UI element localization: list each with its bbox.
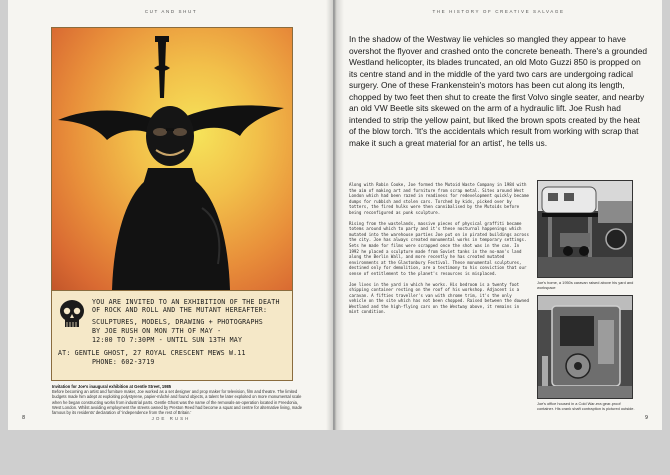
lede-paragraph: In the shadow of the Westway lie vehicles so mangled they appear to have overshot the flyover and crashed onto the concrete beneath. There's a grounded Westland helicopter, its blades truncated, an old Moto Guzzi 850 is propped on its centre stand and in the middle of the yard two cars are undergoing radical surgery. One of these Frankenstein's motors has been cut along its length, chopped by two feet then shut to create the first Volvo single seater, and nearby an old VW Beetle sits skewed on the arm of a hydraulic lift. Joe Rush had intended to strip the yellow paint, but liked the brown spots created by the heat of the blow torch. 'It's the accidentals which result from working with scrap that make it such a great material for an artist', he tells us. [349, 34, 648, 148]
caravan-photo [537, 180, 633, 278]
body-column [349, 182, 531, 320]
caravan-yard-image [538, 181, 633, 278]
office-photo [537, 295, 633, 399]
poster-artwork [52, 28, 292, 290]
page-number-right: 9 [644, 415, 648, 421]
office-container-image [538, 296, 633, 399]
photo-caption-office: Joe's office housed in a Cold War-era gear-proof container. His crank shaft contraption is pictured outside. [537, 401, 635, 411]
body-paragraph: Rising from the wastelands, massive pieces of physical graffiti became totems around which to party and it's these nocturnal happenings which mutated into the warehouse parties Joe put on in pirated buildings across the city. Joe has always created monumental works in temporary settings. Sets he made for films were scrapped once the shot was in the can. In 1992 he placed a sculpture made from Soviet tanks in the no-man's land along the Berlin Wall, and more recently he has created mutated environments at the Glastonbury Festival. These monumental sculptures, destined only for demolition, are a testimony to his conviction that our sense of entitlement to the planet's resources is misplaced. [349, 220, 529, 276]
poster-line: PHONE: 602-3719 [92, 358, 155, 366]
right-page [335, 0, 662, 430]
page-number-left: 8 [22, 415, 26, 421]
book-gutter [326, 0, 344, 430]
poster-line: BY JOE RUSH ON MON 7TH OF MAY - [92, 327, 222, 335]
body-paragraph: Joe lives in the yard in which he works. His bedroom is a twenty foot shipping container resting on the roof of his workshop. Adjacent is a caravan. A fifties traveller's van with chrome trim, it's the only vehicle on the site which has not been chopped. Raised between the downed Westland and the high-flying cars on the Westway above, it remains in mint condition. [349, 281, 529, 315]
poster-line: SCULPTURES, MODELS, DRAWING + PHOTOGRAPHS [92, 318, 263, 326]
poster-line: YOU ARE INVITED TO AN EXHIBITION OF THE DEATH [92, 298, 280, 306]
photo-caption-caravan: Joe's home, a 1950s caravan raised above his yard and workspace [537, 280, 634, 290]
poster-invitation-text [52, 290, 292, 380]
poster-line: AT: GENTLE GHOST, 27 ROYAL CRESCENT MEWS W.11 [58, 349, 246, 357]
exhibition-poster [52, 28, 292, 380]
footer-title: JOE RUSH [151, 416, 191, 421]
running-head-right: THE HISTORY OF CREATIVE SALVAGE [432, 9, 565, 14]
left-page [8, 0, 334, 430]
running-head-left: CUT AND SHUT [144, 9, 198, 14]
body-paragraph: Along with Robin Cooke, Joe formed the Mutoid Waste Company in 1984 with the aim of making art and furniture from scrap metal. Sites around West London which had been razed in readiness for redevelopment quickly became dumps for rubbish and stolen cars. Torched by kids, picked over by totters, the fired hulks were then cannibalised by the Mutoids before being reconfigured as punk sculpture. [349, 182, 529, 215]
silhouette-figure-illustration [52, 28, 292, 290]
poster-caption-text: Before becoming an artist and furniture maker, Joe worked as a set designer and prop maker for television, film and theatre. The limited budgets made him adept at exploiting polystyrene, papier-mâché and found objects, a talent he later exploited on more monumental scale when he began constructing works from industrial parts. Gentle Ghost was the name of the removals-an-operation located in Freedonia, West London. Whilst avoiding employment the streets owned by Preston Reed had become a squat and centre for alternative living, made famous by its residents' declaration of 'independence from the rest of Britain.' [52, 389, 303, 416]
poster-caption-title: Invitation for Joe's inaugural exhibition at Gentle Street, 1985 [52, 384, 172, 389]
poster-caption [52, 384, 302, 415]
poster-line: OF ROCK AND ROLL AND THE MUTANT HEREAFTER: [92, 306, 268, 314]
poster-line: 12:00 TO 7:30PM - UNTIL SUN 13TH MAY [92, 336, 243, 344]
skull-icon [58, 299, 86, 329]
